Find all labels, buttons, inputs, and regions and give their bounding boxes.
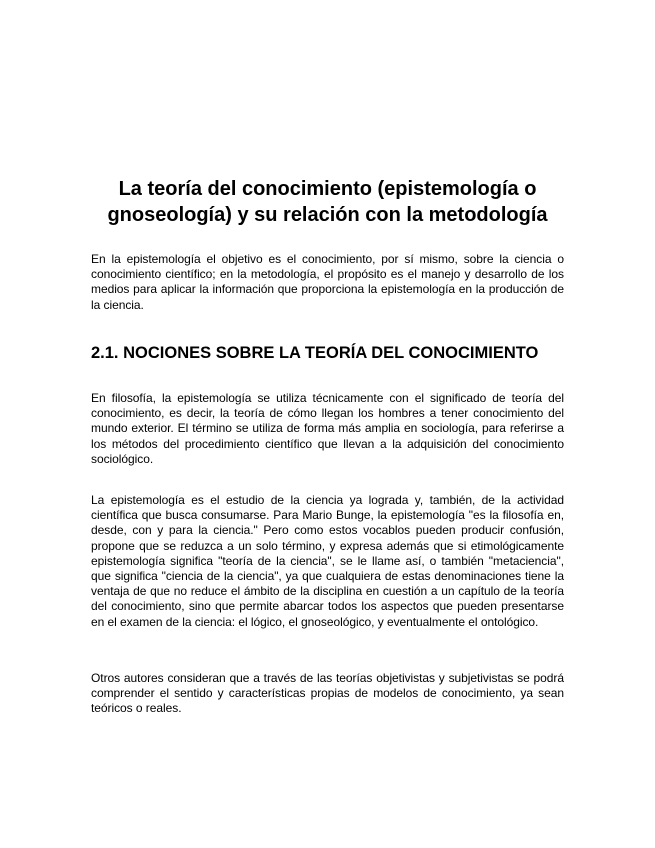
intro-paragraph: En la epistemología el objetivo es el conocimiento, por sí mismo, sobre la ciencia o conocimiento científico; en la metodología, el propósito es el manejo y desarrollo de los medios para aplicar la información que proporciona la epistemología en la producción de la ciencia. — [91, 252, 564, 312]
paragraph-otros-autores: Otros autores consideran que a través de las teorías objetivistas y subjetivistas se podrá comprender el sentido y características propias de modelos de conocimiento, ya sean teóricos o reales. — [91, 671, 564, 716]
paragraph-filosofia: En filosofía, la epistemología se utiliza técnicamente con el significado de teoría del conocimiento, es decir, la teoría de cómo llegan los hombres a tener conocimiento del mundo exterior. El término se utiliza de forma más amplia en sociología, para referirse a los métodos del procedimiento científico que llevan a la adquisición del conocimiento sociológico. — [91, 391, 564, 466]
paragraph-bunge: La epistemología es el estudio de la ciencia ya lograda y, también, de la actividad científica que busca consumarse. Para Mario Bunge, la epistemología "es la filosofía en, desde, con y para la ciencia." Pero como estos vocablos pueden producir confusión, propone que se reduzca a un solo término, y expresa además que si etimológicamente epistemología significa "teoría de la ciencia", se le llame así, o también "metaciencia", que significa "ciencia de la ciencia", ya que cualquiera de estas denominaciones tiene la ventaja de que no reduce el ámbito de la disciplina en cuestión a un capítulo de la teoría del conocimiento, sino que permite abarcar todos los aspectos que pueden presentarse en el examen de la ciencia: el lógico, el gnoseológico, y eventualmente el ontológico. — [91, 493, 564, 629]
section-heading: 2.1. NOCIONES SOBRE LA TEORÍA DEL CONOCIMIENTO — [91, 344, 539, 362]
document-title: La teoría del conocimiento (epistemología o gnoseología) y su relación con la metodología — [107, 178, 548, 226]
